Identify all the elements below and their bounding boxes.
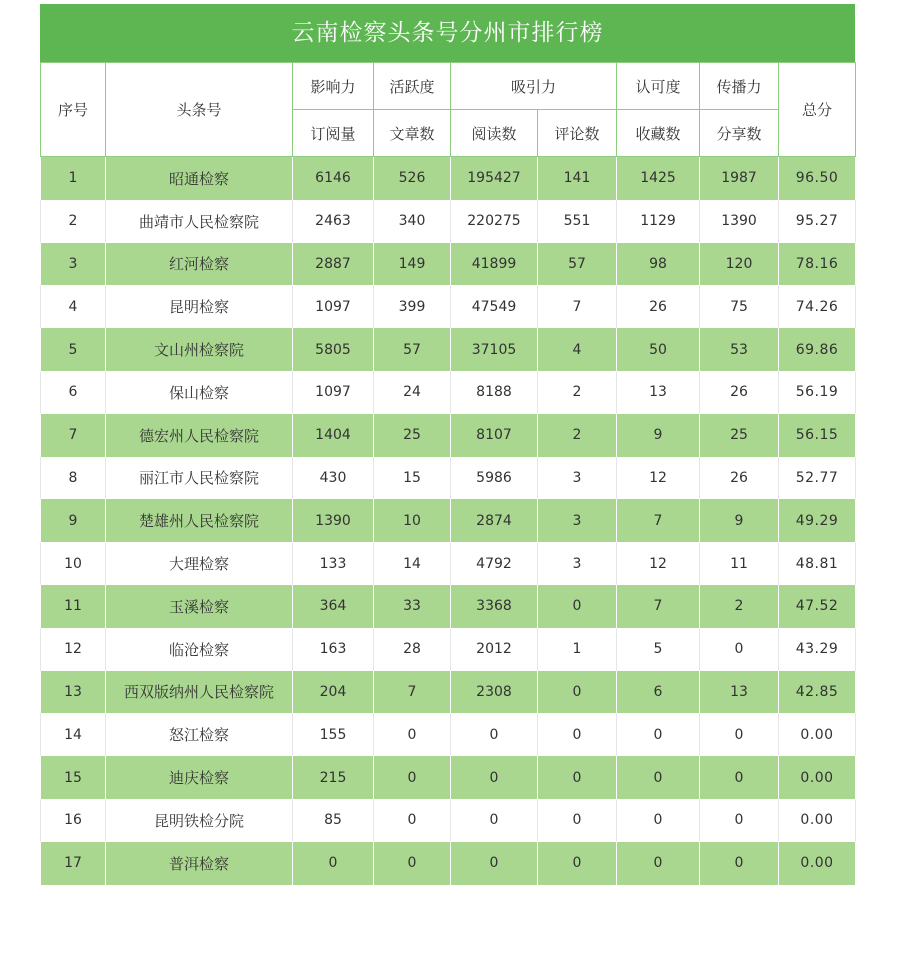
cell-shares: 0	[700, 799, 779, 842]
cell-account-name: 昆明铁检分院	[106, 799, 293, 842]
cell-favorites: 12	[617, 542, 700, 585]
cell-total-score: 0.00	[779, 756, 856, 799]
cell-comments: 3	[538, 457, 617, 500]
table-row	[41, 756, 856, 799]
header-comments: 评论数	[538, 110, 617, 157]
cell-total-score: 48.81	[779, 542, 856, 585]
cell-total-score: 74.26	[779, 285, 856, 328]
header-account: 头条号	[106, 63, 293, 157]
cell-total-score: 0.00	[779, 713, 856, 756]
cell-account-name: 普洱检察	[106, 842, 293, 885]
cell-rank: 4	[41, 285, 106, 328]
cell-favorites: 5	[617, 628, 700, 671]
cell-comments: 141	[538, 157, 617, 200]
table-row	[41, 243, 856, 286]
cell-total-score: 43.29	[779, 628, 856, 671]
cell-rank: 5	[41, 328, 106, 371]
cell-articles: 15	[374, 457, 451, 500]
cell-total-score: 56.19	[779, 371, 856, 414]
cell-account-name: 昭通检察	[106, 157, 293, 200]
table-row	[41, 542, 856, 585]
cell-subscriptions: 430	[293, 457, 374, 500]
cell-shares: 26	[700, 457, 779, 500]
cell-articles: 0	[374, 756, 451, 799]
cell-account-name: 昆明检察	[106, 285, 293, 328]
cell-subscriptions: 0	[293, 842, 374, 885]
cell-account-name: 大理检察	[106, 542, 293, 585]
cell-favorites: 1129	[617, 200, 700, 243]
cell-shares: 2	[700, 585, 779, 628]
cell-account-name: 西双版纳州人民检察院	[106, 671, 293, 714]
cell-favorites: 1425	[617, 157, 700, 200]
cell-reads: 0	[451, 756, 538, 799]
header-row-groups	[41, 63, 856, 110]
table-row	[41, 414, 856, 457]
cell-reads: 0	[451, 713, 538, 756]
cell-reads: 2874	[451, 499, 538, 542]
cell-shares: 0	[700, 842, 779, 885]
cell-subscriptions: 85	[293, 799, 374, 842]
header-recognition: 认可度	[617, 63, 700, 110]
table-row	[41, 799, 856, 842]
cell-total-score: 42.85	[779, 671, 856, 714]
cell-reads: 0	[451, 799, 538, 842]
cell-total-score: 47.52	[779, 585, 856, 628]
cell-articles: 25	[374, 414, 451, 457]
table-row	[41, 457, 856, 500]
header-total: 总分	[779, 63, 856, 157]
cell-subscriptions: 5805	[293, 328, 374, 371]
cell-shares: 0	[700, 713, 779, 756]
cell-subscriptions: 1097	[293, 371, 374, 414]
cell-total-score: 96.50	[779, 157, 856, 200]
cell-comments: 2	[538, 414, 617, 457]
table-row	[41, 713, 856, 756]
cell-articles: 24	[374, 371, 451, 414]
cell-shares: 11	[700, 542, 779, 585]
cell-subscriptions: 204	[293, 671, 374, 714]
cell-shares: 26	[700, 371, 779, 414]
cell-articles: 14	[374, 542, 451, 585]
cell-rank: 8	[41, 457, 106, 500]
cell-comments: 0	[538, 671, 617, 714]
cell-comments: 3	[538, 499, 617, 542]
cell-comments: 57	[538, 243, 617, 286]
cell-favorites: 0	[617, 713, 700, 756]
cell-total-score: 52.77	[779, 457, 856, 500]
cell-articles: 526	[374, 157, 451, 200]
cell-total-score: 95.27	[779, 200, 856, 243]
table-row	[41, 200, 856, 243]
cell-comments: 1	[538, 628, 617, 671]
cell-articles: 7	[374, 671, 451, 714]
table-row	[41, 285, 856, 328]
cell-favorites: 9	[617, 414, 700, 457]
cell-comments: 0	[538, 756, 617, 799]
cell-rank: 12	[41, 628, 106, 671]
cell-subscriptions: 6146	[293, 157, 374, 200]
cell-account-name: 迪庆检察	[106, 756, 293, 799]
cell-articles: 340	[374, 200, 451, 243]
header-activity: 活跃度	[374, 63, 451, 110]
cell-rank: 11	[41, 585, 106, 628]
table-row	[41, 499, 856, 542]
cell-rank: 14	[41, 713, 106, 756]
header-influence: 影响力	[293, 63, 374, 110]
cell-comments: 0	[538, 585, 617, 628]
cell-rank: 17	[41, 842, 106, 885]
cell-subscriptions: 1390	[293, 499, 374, 542]
cell-articles: 57	[374, 328, 451, 371]
cell-reads: 8107	[451, 414, 538, 457]
cell-account-name: 文山州检察院	[106, 328, 293, 371]
cell-subscriptions: 364	[293, 585, 374, 628]
cell-shares: 1987	[700, 157, 779, 200]
cell-comments: 7	[538, 285, 617, 328]
ranking-table	[40, 62, 856, 885]
cell-total-score: 78.16	[779, 243, 856, 286]
cell-total-score: 49.29	[779, 499, 856, 542]
cell-comments: 0	[538, 842, 617, 885]
cell-reads: 8188	[451, 371, 538, 414]
cell-comments: 4	[538, 328, 617, 371]
cell-subscriptions: 155	[293, 713, 374, 756]
cell-reads: 5986	[451, 457, 538, 500]
cell-favorites: 0	[617, 799, 700, 842]
cell-favorites: 7	[617, 499, 700, 542]
cell-comments: 0	[538, 799, 617, 842]
cell-reads: 3368	[451, 585, 538, 628]
cell-total-score: 0.00	[779, 842, 856, 885]
cell-shares: 9	[700, 499, 779, 542]
cell-rank: 2	[41, 200, 106, 243]
cell-account-name: 丽江市人民检察院	[106, 457, 293, 500]
header-articles: 文章数	[374, 110, 451, 157]
cell-total-score: 69.86	[779, 328, 856, 371]
cell-reads: 220275	[451, 200, 538, 243]
cell-account-name: 怒江检察	[106, 713, 293, 756]
header-subscriptions: 订阅量	[293, 110, 374, 157]
cell-comments: 3	[538, 542, 617, 585]
table-body	[41, 157, 856, 885]
table-row	[41, 585, 856, 628]
cell-comments: 2	[538, 371, 617, 414]
cell-subscriptions: 1097	[293, 285, 374, 328]
cell-favorites: 12	[617, 457, 700, 500]
cell-account-name: 临沧检察	[106, 628, 293, 671]
cell-shares: 1390	[700, 200, 779, 243]
table-row	[41, 328, 856, 371]
cell-reads: 41899	[451, 243, 538, 286]
cell-rank: 15	[41, 756, 106, 799]
cell-shares: 53	[700, 328, 779, 371]
header-rank: 序号	[41, 63, 106, 157]
cell-favorites: 6	[617, 671, 700, 714]
cell-articles: 10	[374, 499, 451, 542]
cell-articles: 33	[374, 585, 451, 628]
cell-shares: 120	[700, 243, 779, 286]
cell-account-name: 德宏州人民检察院	[106, 414, 293, 457]
cell-comments: 551	[538, 200, 617, 243]
table-row	[41, 842, 856, 885]
cell-favorites: 0	[617, 756, 700, 799]
table-title: 云南检察头条号分州市排行榜	[40, 4, 855, 62]
cell-rank: 16	[41, 799, 106, 842]
cell-rank: 3	[41, 243, 106, 286]
table-header	[41, 63, 856, 157]
cell-reads: 0	[451, 842, 538, 885]
cell-shares: 0	[700, 628, 779, 671]
cell-articles: 399	[374, 285, 451, 328]
header-shares: 分享数	[700, 110, 779, 157]
cell-subscriptions: 2887	[293, 243, 374, 286]
cell-shares: 75	[700, 285, 779, 328]
cell-account-name: 楚雄州人民检察院	[106, 499, 293, 542]
cell-total-score: 0.00	[779, 799, 856, 842]
cell-reads: 2308	[451, 671, 538, 714]
cell-favorites: 7	[617, 585, 700, 628]
cell-account-name: 玉溪检察	[106, 585, 293, 628]
header-reads: 阅读数	[451, 110, 538, 157]
cell-articles: 0	[374, 713, 451, 756]
cell-articles: 149	[374, 243, 451, 286]
cell-subscriptions: 2463	[293, 200, 374, 243]
cell-total-score: 56.15	[779, 414, 856, 457]
header-spread: 传播力	[700, 63, 779, 110]
cell-reads: 37105	[451, 328, 538, 371]
cell-favorites: 50	[617, 328, 700, 371]
cell-favorites: 98	[617, 243, 700, 286]
cell-shares: 25	[700, 414, 779, 457]
cell-articles: 0	[374, 799, 451, 842]
cell-shares: 0	[700, 756, 779, 799]
cell-rank: 9	[41, 499, 106, 542]
cell-rank: 1	[41, 157, 106, 200]
cell-articles: 28	[374, 628, 451, 671]
cell-shares: 13	[700, 671, 779, 714]
table-row	[41, 628, 856, 671]
cell-reads: 2012	[451, 628, 538, 671]
cell-comments: 0	[538, 713, 617, 756]
cell-account-name: 保山检察	[106, 371, 293, 414]
cell-subscriptions: 215	[293, 756, 374, 799]
header-attraction: 吸引力	[451, 63, 617, 110]
cell-account-name: 红河检察	[106, 243, 293, 286]
cell-subscriptions: 1404	[293, 414, 374, 457]
cell-favorites: 13	[617, 371, 700, 414]
cell-subscriptions: 133	[293, 542, 374, 585]
cell-rank: 10	[41, 542, 106, 585]
table-row	[41, 371, 856, 414]
cell-rank: 6	[41, 371, 106, 414]
table-row	[41, 671, 856, 714]
cell-subscriptions: 163	[293, 628, 374, 671]
cell-favorites: 0	[617, 842, 700, 885]
ranking-board	[40, 4, 855, 885]
cell-reads: 195427	[451, 157, 538, 200]
cell-articles: 0	[374, 842, 451, 885]
table-row	[41, 157, 856, 200]
header-favorites: 收藏数	[617, 110, 700, 157]
cell-reads: 47549	[451, 285, 538, 328]
cell-reads: 4792	[451, 542, 538, 585]
cell-favorites: 26	[617, 285, 700, 328]
cell-rank: 13	[41, 671, 106, 714]
cell-account-name: 曲靖市人民检察院	[106, 200, 293, 243]
cell-rank: 7	[41, 414, 106, 457]
